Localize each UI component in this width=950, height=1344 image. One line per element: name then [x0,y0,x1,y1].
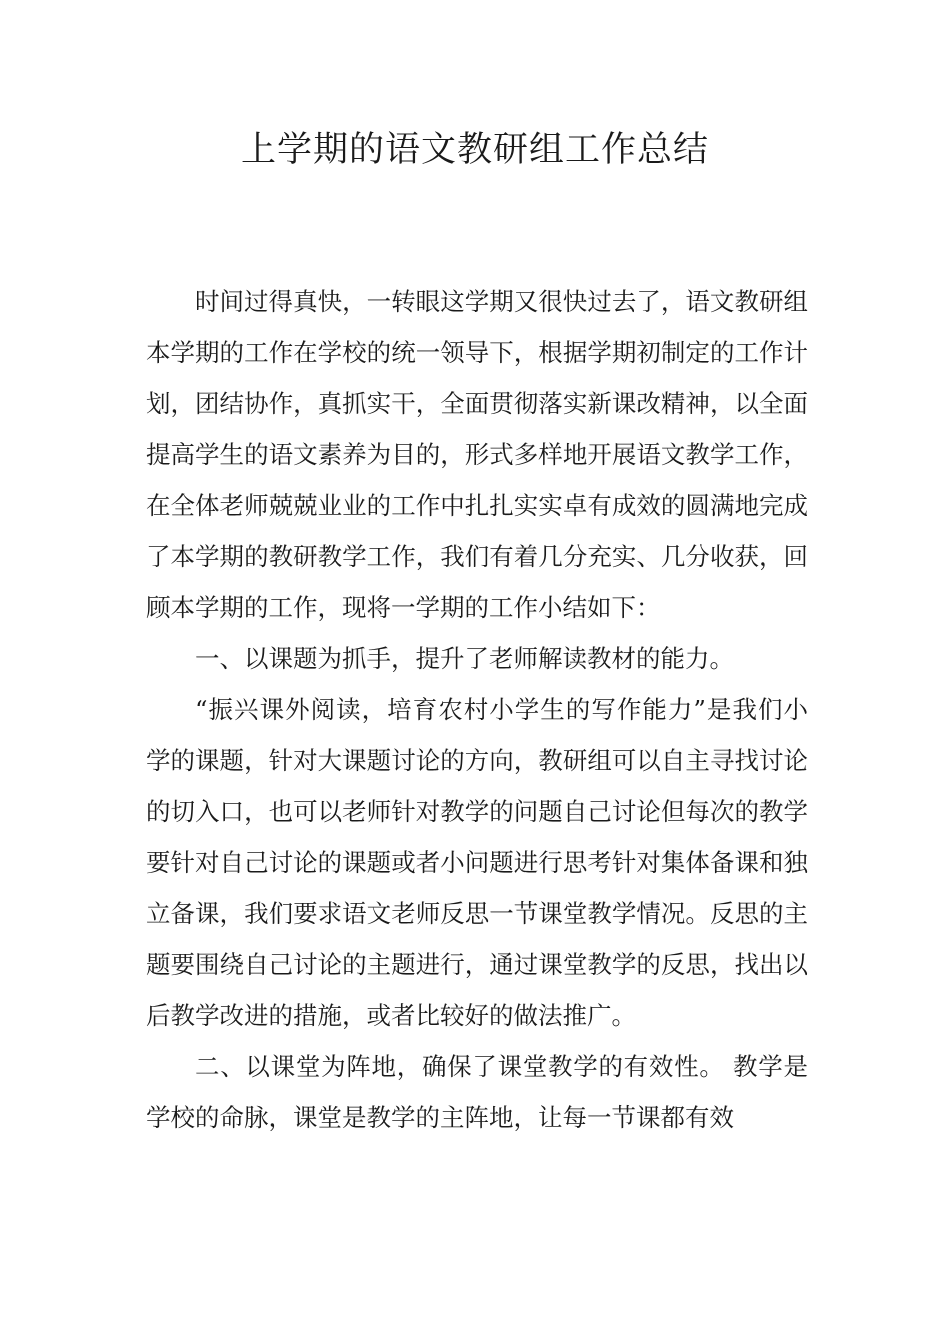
paragraph-section-1-body: “振兴课外阅读，培育农村小学生的写作能力”是我们小学的课题，针对大课题讨论的方向，教研组可以自主寻找讨论的切入口，也可以老师针对教学的问题自己讨论但每次的教学要针对自己讨论的课题或者小问题进行思考针对集体备课和独立备课，我们要求语文老师反思一节课堂教学情况。反思的主题要围绕自己讨论的主题进行，通过课堂教学的反思，找出以后教学改进的措施，或者比较好的做法推广。 [146,695,808,1030]
paragraph-section-2: 二、以课堂为阵地，确保了课堂教学的有效性。 教学是学校的命脉，课堂是教学的主阵地，让每一节课都有效 [146,1052,808,1132]
paragraph-intro: 时间过得真快，一转眼这学期又很快过去了，语文教研组本学期的工作在学校的统一领导下，根据学期初制定的工作计划，团结协作，真抓实干，全面贯彻落实新课改精神，以全面提高学生的语文素养为目的，形式多样地开展语文教学工作，在全体老师兢兢业业的工作中扎扎实实卓有成效的圆满地完成了本学期的教研教学工作，我们有着几分充实、几分收获，回顾本学期的工作，现将一学期的工作小结如下： [146,287,808,622]
paragraph-section-1-heading: 一、以课题为抓手，提升了老师解读教材的能力。 [195,644,734,673]
document-body [146,276,808,1143]
document-title: 上学期的语文教研组工作总结 [240,130,709,170]
